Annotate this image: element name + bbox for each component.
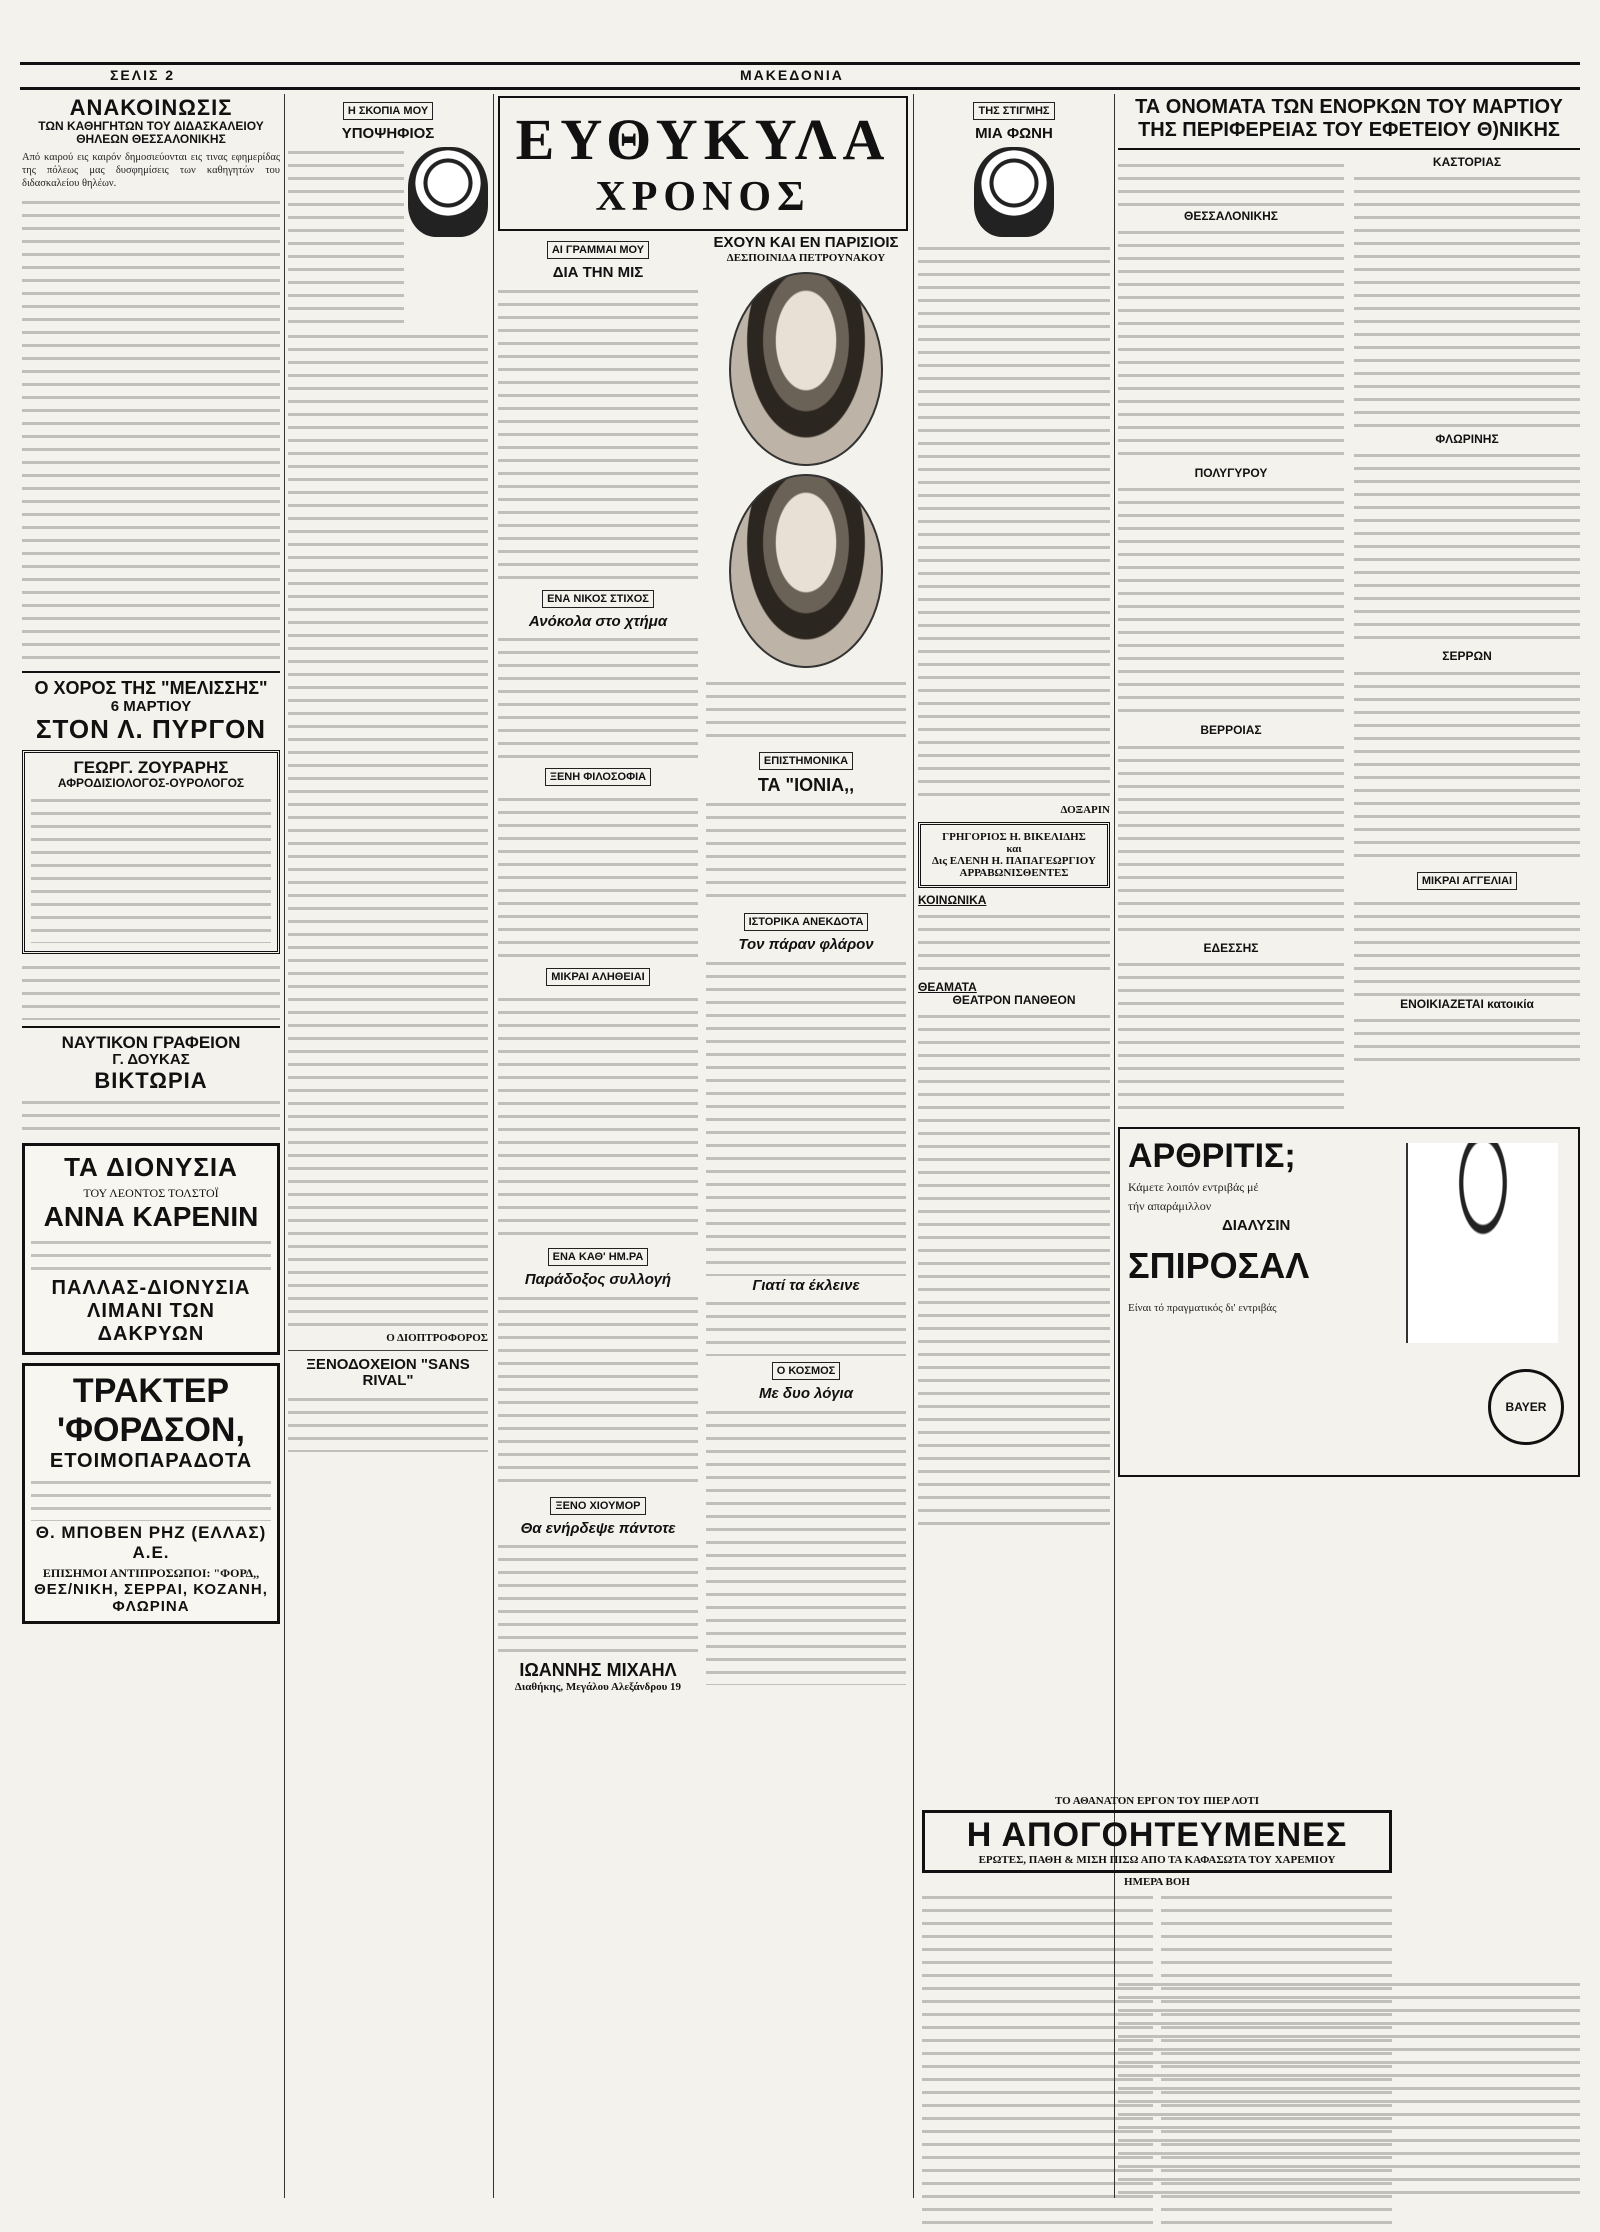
shipping-title: ΝΑΥΤΙΚΟΝ ΓΡΑΦΕΙΟΝ xyxy=(61,1032,241,1052)
rent-body xyxy=(1354,1013,1580,1063)
voice-title: ΜΙΑ ΦΩΝΗ xyxy=(975,125,1053,142)
poem-title: Ανόκολα στο χτήμα xyxy=(528,612,668,630)
tractor-subhead: ΕΤΟΙΜΟΠΑΡΑΔΟΤΑ xyxy=(49,1450,253,1473)
misc-ad-body xyxy=(22,960,280,1020)
theatre-title: ΘΕΑΤΡΟΝ ΠΑΝΘΕΟΝ xyxy=(952,992,1076,1007)
poem-body xyxy=(498,632,698,762)
small-title: Γιατί τα έκλεινε xyxy=(752,1276,860,1294)
engagement-notice xyxy=(918,822,1110,888)
truths-body xyxy=(498,992,698,1242)
banner-subtitle: ΧΡΟΝΟΣ xyxy=(595,174,811,220)
small-body xyxy=(706,1296,906,1356)
column-5-lower-text xyxy=(1118,1977,1580,2198)
column-title-candidate: ΥΠΟΨΗΦΙΟΣ xyxy=(341,125,435,142)
kastoria-names xyxy=(1354,171,1580,431)
doctor-title: ΑΦΡΟΔΙΣΙΟΛΟΓΟΣ-ΟΥΡΟΛΟΓΟΣ xyxy=(57,776,245,791)
announcement-lead: Από καιρού εις καιρόν δημοσιεύονται εις τινας εφημερίδας της πόλεως μας δυσφημίσεις των καθηγητών του διδασκαλείου θηλέων. xyxy=(22,151,280,190)
rubric-kath-imera: ΕΝΑ ΚΑΘ' ΗΜ.ΡΑ xyxy=(548,1248,649,1266)
social-rubric: ΚΟΙΝΩΝΙΚΑ xyxy=(918,892,987,907)
rubric-philosophia: ΞΕΝΗ ΦΙΛΟΣΟΦΙΑ xyxy=(545,768,651,786)
arthritis-brand: ΣΠΙΡΟΣΑΛ xyxy=(1128,1244,1310,1286)
social-body xyxy=(918,909,1110,979)
rubric-stigmis: ΤΗΣ ΣΤΙΓΜΗΣ xyxy=(973,102,1054,120)
cinema-2-title: ΠΑΛΛΑΣ-ΔΙΟΝΥΣΙΑ xyxy=(51,1277,251,1300)
tractor-cities: ΘΕΣ/ΝΙΚΗ, ΣΕΡΡΑΙ, ΚΟΖΑΝΗ, ΦΛΩΡΙΝΑ xyxy=(34,1581,268,1616)
humor-body xyxy=(498,1539,698,1659)
event-date: 6 ΜΑΡΤΙΟΥ xyxy=(110,697,192,715)
article-title-mis: ΔΙΑ ΤΗΝ ΜΙΣ xyxy=(552,264,644,281)
section-florina: ΦΛΩΡΙΝΗΣ xyxy=(1435,432,1499,447)
announcement-body xyxy=(22,195,280,665)
film-ad-heading: ΤΟ ΑΘΑΝΑΤΟΝ ΕΡΓΟΝ ΤΟΥ ΠΙΕΡ ΛΟΤΙ xyxy=(1054,1795,1260,1807)
philosophy-body xyxy=(498,792,698,962)
verroia-names xyxy=(1118,740,1344,940)
doctor-ad xyxy=(22,750,280,954)
edessa-names xyxy=(1118,957,1344,1117)
portrait-photo-1 xyxy=(729,272,883,466)
portrait-subheadline: ΔΕΣΠΟΙΝΙΔΑ ΠΕΤΡΟΥΝΑΚΟΥ xyxy=(726,251,886,264)
announcement-subtitle: ΤΩΝ ΚΑΘΗΓΗΤΩΝ ΤΟΥ ΔΙΔΑΣΚΑΛΕΙΟΥ ΘΗΛΕΩΝ ΘΕΣΣΑΛΟΝΙΚΗΣ xyxy=(38,119,264,147)
thessaloniki-names xyxy=(1118,225,1344,465)
serres-names xyxy=(1354,666,1580,866)
page-number: ΣΕΛΙΣ 2 xyxy=(110,67,176,83)
cinema-1-title: ΤΑ ΔΙΟΝΥΣΙΑ xyxy=(64,1152,238,1183)
column-3 xyxy=(498,96,908,2198)
kosmos-body xyxy=(706,1405,906,1685)
tractor-body xyxy=(31,1475,271,1521)
banner-title: ΕΥΘΥΚΥΛΑ xyxy=(515,107,891,172)
doctor-ad-body xyxy=(31,793,271,943)
section-serres: ΣΕΡΡΩΝ xyxy=(1442,649,1492,664)
arthritis-line-2: τήν απαράμιλλον xyxy=(1128,1199,1212,1214)
candidate-signature: Ο ΔΙΟΠΤΡΟΦΟΡΟΣ xyxy=(386,1331,488,1344)
tractor-ad xyxy=(22,1363,280,1624)
ship-name: ΒΙΚΤΩΡΙΑ xyxy=(94,1067,208,1093)
section-verroia: ΒΕΡΡΟΙΑΣ xyxy=(1200,723,1262,738)
arthritis-line: Κάμετε λοιπόν εντριβάς μέ xyxy=(1128,1179,1259,1194)
rubric-alitheiai: ΜΙΚΡΑΙ ΑΛΗΘΕΙΑΙ xyxy=(546,968,650,986)
rent-title: ΕΝΟΙΚΙΑΖΕΤΑΙ κατοικία xyxy=(1400,996,1534,1011)
science-title: ΤΑ "ΙΟΝΙΑ,, xyxy=(757,774,855,795)
portrait-body xyxy=(706,676,906,746)
advertiser-address: Διαθήκης, Μεγάλου Αλεξάνδρου 19 xyxy=(514,1680,682,1693)
column-2 xyxy=(288,96,488,2198)
theatre-rubric: ΘΕΑΜΑΤΑ xyxy=(918,979,977,994)
section-edessa: ΕΔΕΣΣΗΣ xyxy=(1203,940,1259,955)
shipping-body xyxy=(22,1095,280,1135)
column-5 xyxy=(1118,96,1580,2198)
arthritis-note: Είναι τό πραγματικός δι' εντριβάς xyxy=(1128,1301,1277,1314)
collection-body xyxy=(498,1291,698,1491)
hotel-ad-title: ΞΕΝΟΔΟΧΕΙΟΝ "SANS RIVAL" xyxy=(306,1355,470,1389)
florina-names xyxy=(1354,448,1580,648)
event-place: ΣΤΟΝ Λ. ΠΥΡΓΟΝ xyxy=(35,714,267,745)
humor-title: Θα ενήρδεψε πάντοτε xyxy=(520,1519,676,1537)
polygyros-names xyxy=(1118,482,1344,722)
arthritis-question: ΑΡΘΡΙΤΙΣ; xyxy=(1128,1136,1296,1175)
small-ads-body xyxy=(1354,896,1580,996)
rubric-history: ΙΣΤΟΡΙΚΑ ΑΝΕΚΔΟΤΑ xyxy=(744,913,869,931)
portrait-headline: ΕΧΟΥΝ ΚΑΙ ΕΝ ΠΑΡΙΣΙΟΙΣ xyxy=(713,234,899,251)
caricature-illustration xyxy=(408,147,488,237)
cinema-2-film: ΛΙΜΑΝΙ ΤΩΝ ΔΑΚΡΥΩΝ xyxy=(87,1300,215,1346)
section-thessaloniki: ΘΕΣΣΑΛΟΝΙΚΗΣ xyxy=(1184,209,1278,223)
rubric-humor: ΞΕΝΟ ΧΙΟΥΜΟΡ xyxy=(550,1497,645,1515)
tractor-company: Θ. ΜΠΟΒΕΝ ΡΗΖ (ΕΛΛΑΣ) Α.Ε. xyxy=(35,1523,267,1563)
jurors-title: ΤΑ ΟΝΟΜΑΤΑ ΤΩΝ ΕΝΟΡΚΩΝ ΤΟΥ ΜΑΡΤΙΟΥ ΤΗΣ ΠΕΡΙΦΕΡΕΙΑΣ ΤΟΥ ΕΦΕΤΕΙΟΥ Θ)ΝΙΚΗΣ xyxy=(1135,96,1563,141)
shipping-owner: Γ. ΔΟΥΚΑΣ xyxy=(112,1051,190,1069)
rubric-skopia: Η ΣΚΟΠΙΑ ΜΟΥ xyxy=(343,102,433,120)
jurors-intro xyxy=(1118,158,1344,208)
small-ads-rubric: ΜΙΚΡΑΙ ΑΓΓΕΛΙΑΙ xyxy=(1417,872,1517,890)
bayer-logo: BAYER xyxy=(1488,1369,1564,1445)
cinema-ad-1 xyxy=(22,1143,280,1355)
voice-signature: ΔΟΞΑΡΙΝ xyxy=(1060,803,1110,816)
newspaper-title: ΜΑΚΕΔΟΝΙΑ xyxy=(740,67,844,83)
rubric-kosmos: Ο ΚΟΣΜΟΣ xyxy=(772,1362,841,1380)
cinema-1-body xyxy=(31,1235,271,1275)
portrait-sketch xyxy=(974,147,1054,237)
arthritis-solution: ΔΙΑΛΥΣΙΝ xyxy=(1221,1217,1291,1235)
section-polygyros: ΠΟΛΥΓΥΡΟΥ xyxy=(1194,466,1268,481)
science-body xyxy=(706,797,906,907)
announcement-title: ΑΝΑΚΟΙΝΩΣΙΣ xyxy=(69,96,233,120)
rubric-stichos: ΕΝΑ ΝΙΚΟΣ ΣΤΙΧΟΣ xyxy=(542,590,654,608)
masthead xyxy=(20,62,1580,90)
kosmos-subtitle: Με δυο λόγια xyxy=(758,1385,854,1403)
candidate-body xyxy=(288,329,488,1329)
doctor-name: ΓΕΩΡΓ. ΖΟΥΡΑΡΗΣ xyxy=(73,757,229,777)
collection-title: Παράδοξος συλλογή xyxy=(524,1271,672,1288)
theatre-body xyxy=(918,1009,1110,1529)
film-tagline: ΕΡΩΤΕΣ, ΠΑΘΗ & ΜΙΣΗ ΠΙΣΩ ΑΠΟ ΤΑ ΚΑΦΑΣΩΤΑ ΤΟΥ ΧΑΡΕΜΙΟΥ xyxy=(978,1854,1336,1867)
portrait-photo-2 xyxy=(729,474,883,668)
history-title: Τον πάραν φλάρον xyxy=(738,936,874,954)
column-1 xyxy=(22,96,280,2198)
voice-body xyxy=(918,241,1110,801)
event-title: Ο ΧΟΡΟΣ ΤΗΣ "ΜΕΛΙΣΣΗΣ" xyxy=(34,677,268,698)
engagement-and: και xyxy=(1006,842,1022,855)
history-body xyxy=(706,956,906,1276)
film-subheading: ΗΜΕΡΑ ΒΟΗ xyxy=(1124,1876,1190,1889)
rubric-grammai: ΑΙ ΓΡΑΜΜΑΙ ΜΟΥ xyxy=(547,241,649,259)
candidate-body-top xyxy=(288,145,404,325)
article-mis-body xyxy=(498,284,698,584)
engagement-label: ΑΡΡΑΒΩΝΙΣΘΕΝΤΕΣ xyxy=(959,866,1069,879)
cinema-1-film: ΑΝΝΑ ΚΑΡΕΝΙΝ xyxy=(43,1201,259,1233)
section-banner xyxy=(498,96,908,231)
arthritis-ad xyxy=(1118,1127,1580,1477)
tractor-reps: ΕΠΙΣΗΜΟΙ ΑΝΤΙΠΡΟΣΩΠΟΙ: "ΦΟΡΔ,, xyxy=(42,1566,260,1581)
advertiser-name: ΙΩΑΝΝΗΣ ΜΙΧΑΗΛ xyxy=(519,1660,677,1680)
section-kastoria: ΚΑΣΤΟΡΙΑΣ xyxy=(1432,155,1502,169)
hotel-ad-body xyxy=(288,1392,488,1452)
tractor-headline: ΤΡΑΚΤΕΡ 'ΦΟΡΔΣΟΝ, xyxy=(57,1372,245,1450)
film-title: Η ΑΠΟΓΟΗΤΕΥΜΕΝΕΣ xyxy=(966,1816,1348,1854)
groom-name: ΓΡΗΓΟΡΙΟΣ Η. ΒΙΚΕΛΙΔΗΣ xyxy=(942,830,1086,843)
bride-name: Δις ΕΛΕΝΗ Η. ΠΑΠΑΓΕΩΡΓΙΟΥ xyxy=(932,854,1096,867)
rubric-science: ΕΠΙΣΤΗΜΟΝΙΚΑ xyxy=(759,752,853,770)
illustration-men xyxy=(1406,1143,1558,1343)
cinema-1-note: ΤΟΥ ΛΕΟΝΤΟΣ ΤΟΛΣΤΟΪ xyxy=(83,1186,219,1201)
